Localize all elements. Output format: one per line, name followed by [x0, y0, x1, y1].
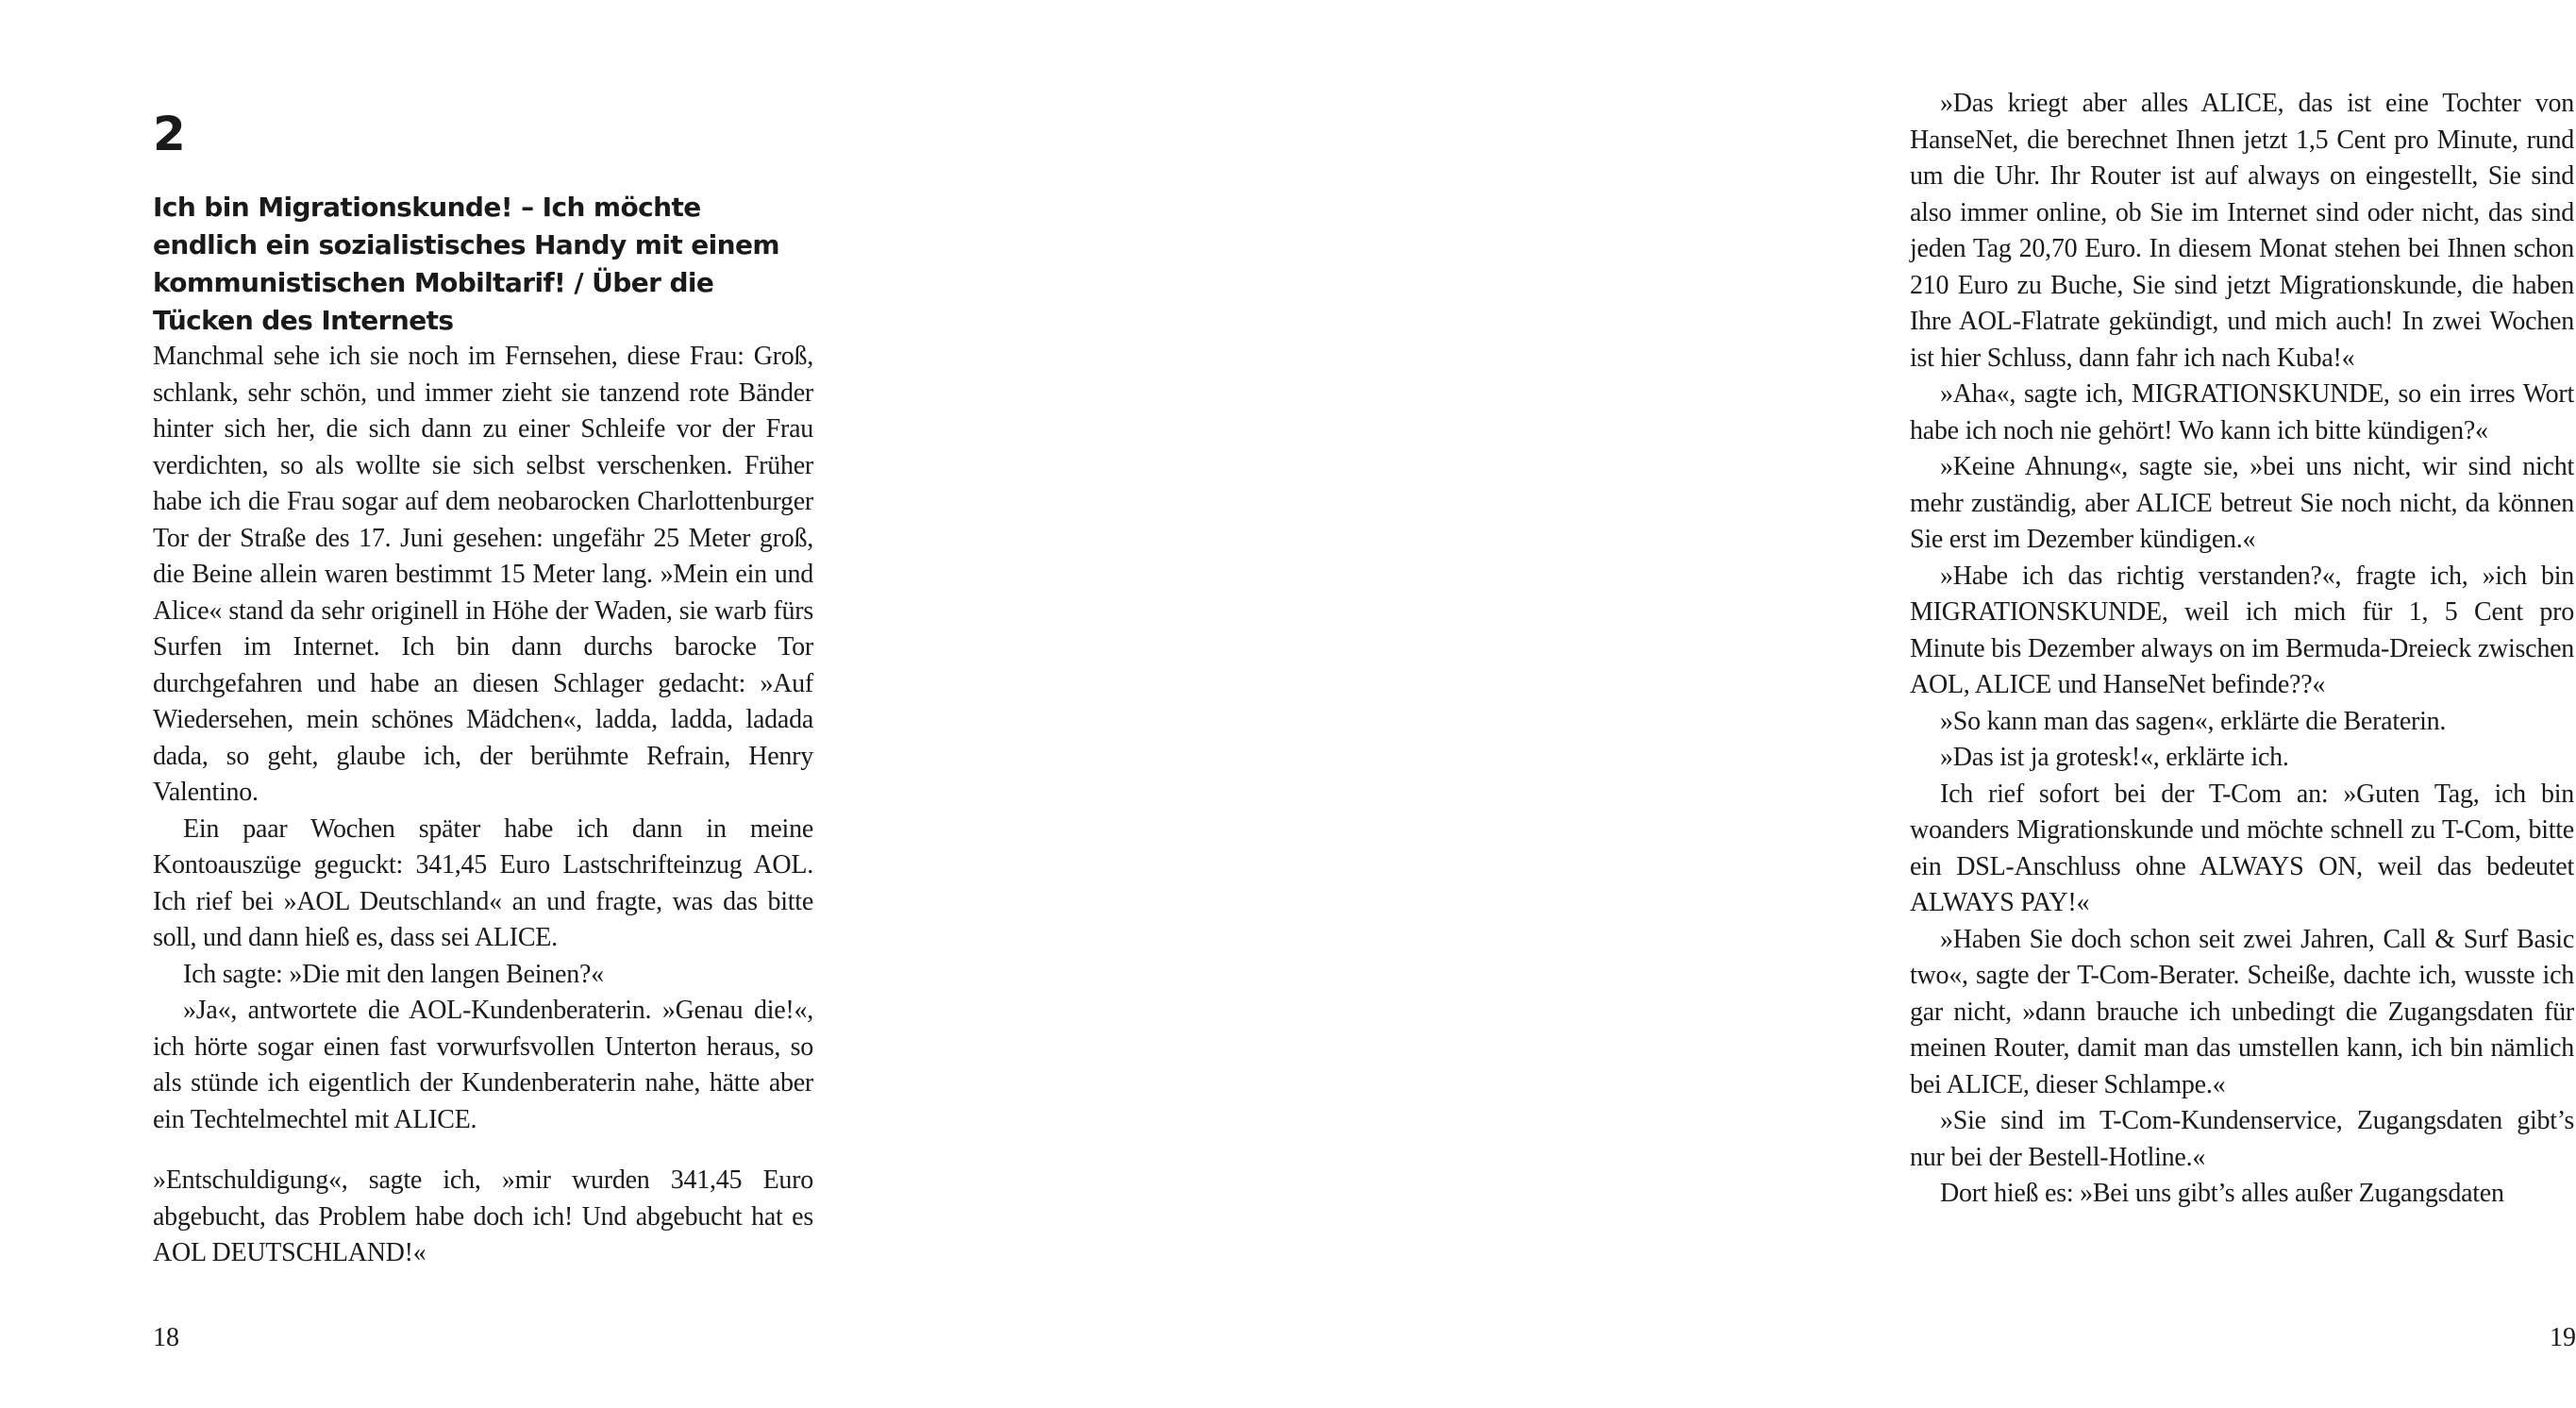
- right-text-block: [1910, 86, 2574, 1213]
- paragraph: »Sie sind im T-Com-Kundenservice, Zugangsdaten gibt’s nur bei der Bestell-Hotline.«: [1910, 1106, 2574, 1172]
- paragraph: »Aha«, sagte ich, MIGRATIONSKUNDE, so ein irres Wort habe ich noch nie gehört! Wo kann ich bitte kündigen?«: [1910, 379, 2574, 445]
- paragraph: »Ja«, antwortete die AOL-Kundenberaterin. »Genau die!«, ich hörte sogar einen fast vorwurfsvollen Unterton heraus, so als stünde ich eigentlich der Kundenberaterin nahe, hätte aber ein Techtelmechtel mit ALICE.: [153, 996, 813, 1134]
- right-page: [906, 0, 2576, 1408]
- page-number: 18: [153, 1323, 179, 1352]
- paragraph: Manchmal sehe ich sie noch im Fernsehen, diese Frau: Groß, schlank, sehr schön, und immer zieht sie tanzend rote Bänder hinter sich her, die sich dann zu einer Schleife vor der Frau verdichten, so als wollte sie sich selbst verschenken. Früher habe ich die Frau sogar auf dem neobarocken Charlottenburger Tor der Straße des 17. Juni gesehen: ungefähr 25 Meter groß, die Beine allein waren bestimmt 15 Meter lang. »Mein ein und Alice« stand da sehr originell in Höhe der Waden, sie warb fürs Surfen im Internet. Ich bin dann durchs barocke Tor durchgefahren und habe an diesen Schlager gedacht: »Auf Wiedersehen, mein schönes Mädchen«, ladda, ladda, ladada dada, so geht, glaube ich, der berühmte Refrain, Henry Valentino.: [153, 342, 813, 807]
- chapter-number: 2: [153, 107, 186, 161]
- paragraph: Ein paar Wochen später habe ich dann in meine Kontoauszüge geguckt: 341,45 Euro Lastschrifteinzug AOL. Ich rief bei »AOL Deutschland« an und fragte, was das bitte soll, und dann hieß es, dass sei ALICE.: [153, 813, 813, 952]
- chapter-title: Ich bin Migrationskunde! – Ich möchte endlich ein sozialistisches Handy mit einem kommunistischen Mobiltarif! / Über die Tücken des Internets: [153, 192, 779, 336]
- page-number: 19: [2550, 1323, 2576, 1352]
- paragraph: »Haben Sie doch schon seit zwei Jahren, Call & Surf Basic two«, sagte der T-Com-Berater. Scheiße, dachte ich, wusste ich gar nicht, »dann brauche ich unbedingt die Zugangsdaten für meinen Router, damit man das umstellen kann, ich bin nämlich bei ALICE, dieser Schlampe.«: [1910, 924, 2574, 1099]
- paragraph: »Das ist ja grotesk!«, erklärte ich.: [1940, 743, 2289, 772]
- paragraph: »Entschuldigung«, sagte ich, »mir wurden 341,45 Euro abgebucht, das Problem habe doch ich! Und abgebucht hat es AOL DEUTSCHLAND!«: [153, 1165, 813, 1267]
- paragraph: »Das kriegt aber alles ALICE, das ist eine Tochter von HanseNet, die berechnet Ihnen jetzt 1,5 Cent pro Minute, rund um die Uhr. Ihr Router ist auf always on eingestellt, Sie sind also immer online, ob Sie im Internet sind oder nicht, das sind jeden Tag 20,70 Euro. In diesem Monat stehen bei Ihnen schon 210 Euro zu Buche, Sie sind jetzt Migrationskunde, die haben Ihre AOL-Flatrate gekündigt, und mich auch! In zwei Wochen ist hier Schluss, dann fahr ich nach Kuba!«: [1910, 89, 2574, 373]
- paragraph: »Keine Ahnung«, sagte sie, »bei uns nicht, wir sind nicht mehr zuständig, aber ALICE betreut Sie noch nicht, da können Sie erst im Dezember kündigen.«: [1910, 452, 2574, 554]
- left-text-block: [153, 339, 813, 1138]
- left-page: [0, 0, 906, 1408]
- paragraph: »Habe ich das richtig verstanden?«, fragte ich, »ich bin MIGRATIONSKUNDE, weil ich mich für 1, 5 Cent pro Minute bis Dezember always on im Bermuda-Dreieck zwischen AOL, ALICE und HanseNet befinde??«: [1910, 561, 2574, 699]
- paragraph: »So kann man das sagen«, erklärte die Beraterin.: [1940, 706, 2447, 736]
- paragraph: Ich sagte: »Die mit den langen Beinen?«: [183, 959, 604, 989]
- paragraph: Ich rief sofort bei der T-Com an: »Guten Tag, ich bin woanders Migrationskunde und möchte schnell zu T-Com, bitte ein DSL-Anschluss ohne ALWAYS ON, weil das bedeutet ALWAYS PAY!«: [1910, 779, 2574, 917]
- left-text-block-section-break: [153, 1163, 813, 1272]
- paragraph: Dort hieß es: »Bei uns gibt’s alles außer Zugangsdaten: [1940, 1179, 2504, 1208]
